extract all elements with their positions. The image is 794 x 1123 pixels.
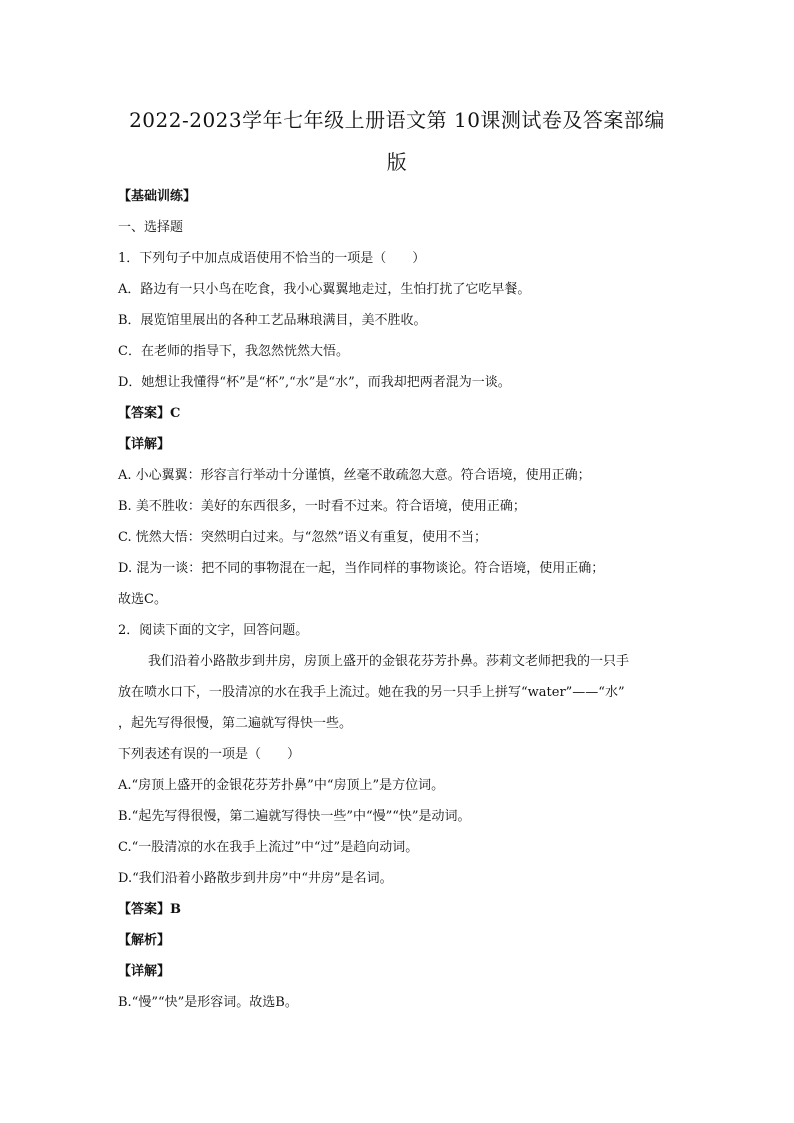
question-2-passage-line-3: ，起先写得很慢，第二遍就写得快一些。 [118,716,353,731]
question-2-option-c: C.“一股清凉的水在我手上流过”中“过”是趋向动词。 [118,840,419,855]
question-2-analysis-label: 【解析】 [118,933,171,948]
question-1-option-b: B．展览馆里展出的各种工艺品琳琅满目，美不胜收。 [118,313,427,328]
question-1-option-a: A．路边有一只小鸟在吃食，我小心翼翼地走过，生怕打扰了它吃早餐。 [118,282,531,297]
question-2-answer: 【答案】B [118,902,181,917]
question-2-option-b: B.“起先写得很慢，第二遍就写得快一些”中“慢”“快”是动词。 [118,809,471,824]
question-1-detail-c: C. 恍然大悟：突然明白过来。与“忽然”语义有重复，使用不当； [118,530,488,545]
question-1-detail-d: D. 混为一谈：把不同的事物混在一起，当作同样的事物谈论。符合语境，使用正确； [118,561,605,576]
question-1-answer: 【答案】C [118,406,181,421]
question-2-option-d: D.“我们沿着小路散步到井房”中“井房”是名词。 [118,871,393,886]
question-1-option-c: C．在老师的指导下，我忽然恍然大悟。 [118,344,349,359]
question-2-passage-line-2: 放在喷水口下，一股清凉的水在我手上流过。她在我的另一只手上拼写“water”——“水” [118,685,625,700]
question-1-stem: 1．下列句子中加点成语使用不恰当的一项是（ ） [118,251,426,266]
question-1-detail-a: A. 小心翼翼：形容言行举动十分谨慎，丝毫不敢疏忽大意。符合语境，使用正确； [118,468,591,483]
section-heading-basic-training: 【基础训练】 [118,189,197,204]
question-2-stem: 2．阅读下面的文字，回答问题。 [118,623,309,638]
question-1-option-d: D．她想让我懂得“杯”是“杯”,“水”是“水”，而我却把两者混为一谈。 [118,375,511,390]
question-1-detail-label: 【详解】 [118,437,171,452]
question-2-detail: B.“慢”“快”是形容词。故选B。 [118,995,298,1010]
question-2-detail-label: 【详解】 [118,964,171,979]
question-2-passage-line-1: 我们沿着小路散步到井房，房顶上盛开的金银花芬芳扑鼻。莎莉文老师把我的一只手 [148,654,630,669]
document-title-line-2: 版 [386,150,408,174]
question-2-question: 下列表述有误的一项是（ ） [118,747,301,762]
question-1-detail-b: B. 美不胜收：美好的东西很多，一时看不过来。符合语境，使用正确； [118,499,526,514]
document-title-line-1: 2022-2023学年七年级上册语文第 10课测试卷及答案部编 [129,108,665,132]
section-heading-choice: 一、选择题 [118,220,184,235]
question-1-conclusion: 故选C。 [118,592,167,607]
question-2-option-a: A.“房顶上盛开的金银花芬芳扑鼻”中“房顶上”是方位词。 [118,778,445,793]
